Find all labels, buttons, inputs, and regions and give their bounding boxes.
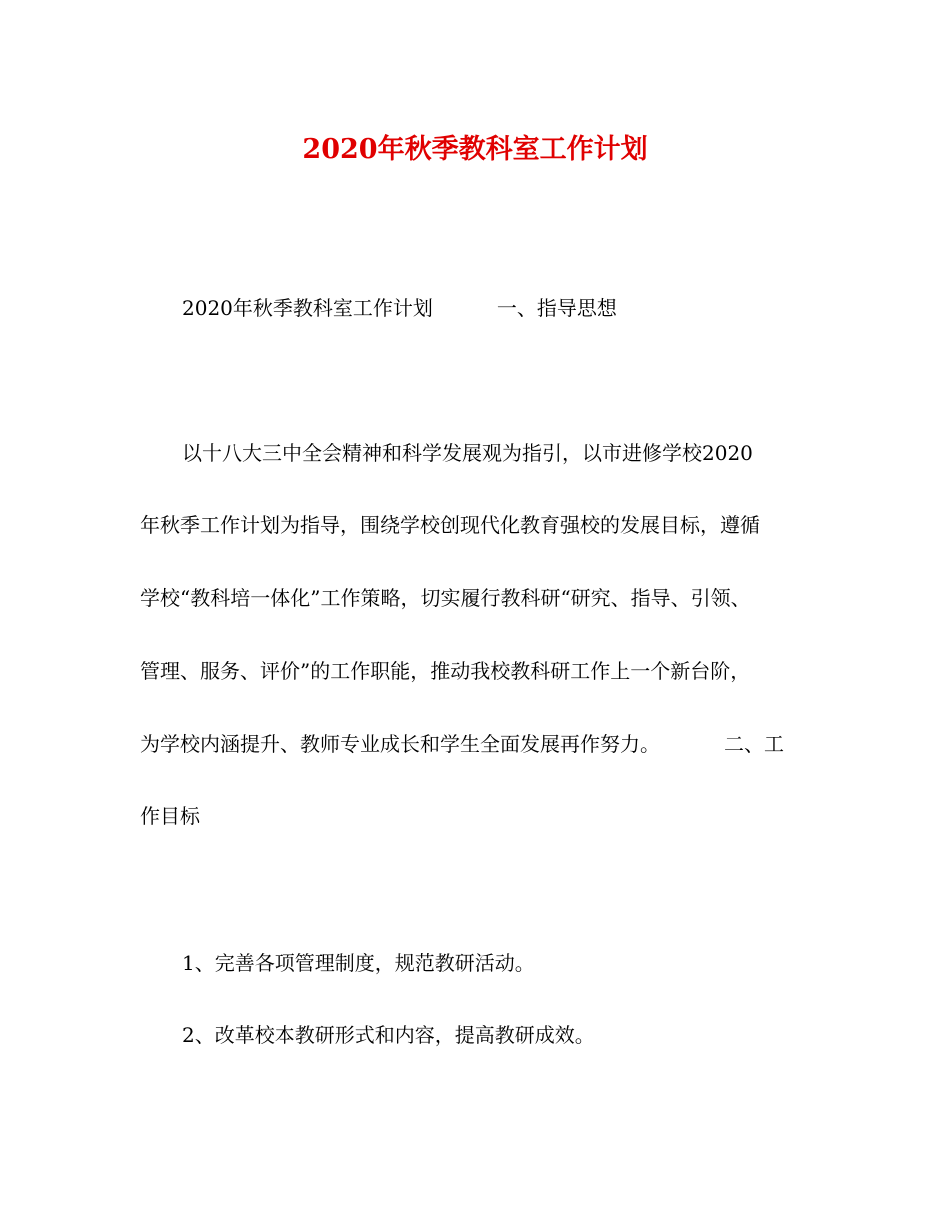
section-one-heading: 一、指导思想 xyxy=(496,296,617,320)
section-two-heading-end: 作目标 xyxy=(140,804,200,828)
paragraph-last-line xyxy=(140,729,784,759)
paragraph-line: 以十八大三中全会精神和科学发展观为指引，以市进修学校2020 xyxy=(182,441,753,465)
doc-name-text: 2020年秋季教科室工作计划 xyxy=(182,296,433,320)
goal-item: 1、完善各项管理制度，规范教研活动。 xyxy=(182,951,535,975)
heading-line xyxy=(182,293,617,323)
paragraph-line: 年秋季工作计划为指导，围绕学校创现代化教育强校的发展目标，遵循 xyxy=(140,513,760,537)
paragraph-closing-text: 为学校内涵提升、教师专业成长和学生全面发展再作努力。 xyxy=(140,732,660,756)
section-two-heading-start: 二、工 xyxy=(724,732,784,756)
paragraph-line: 管理、服务、评价”的工作职能，推动我校教科研工作上一个新台阶， xyxy=(140,659,751,683)
document-title: 2020年秋季教科室工作计划 xyxy=(302,134,648,165)
paragraph-line: 学校“教科培一体化”工作策略，切实履行教科研“研究、指导、引领、 xyxy=(140,586,751,610)
goal-item: 2、改革校本教研形式和内容，提高教研成效。 xyxy=(182,1023,595,1047)
